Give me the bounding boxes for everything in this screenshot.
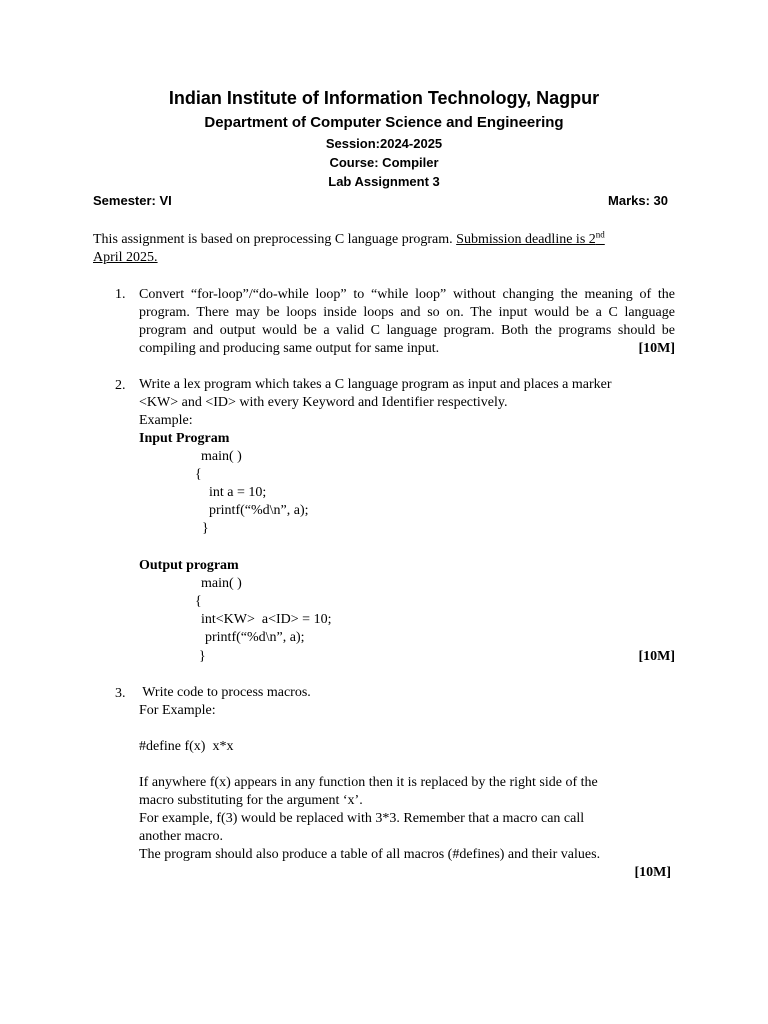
input-code-line: }	[202, 521, 209, 536]
q1-marks: [10M]	[638, 341, 675, 356]
q3-line1: Write code to process macros.	[139, 685, 311, 700]
intro-text: This assignment is based on preprocessing C language program.	[93, 232, 457, 247]
input-code-line: main( )	[201, 449, 242, 464]
total-marks-label: Marks: 30	[608, 193, 668, 208]
deadline-sup: nd	[595, 229, 605, 240]
q3-para3: The program should also produce a table of all macros (#defines) and their values.	[139, 847, 601, 862]
semester-label: Semester: VI	[93, 193, 172, 208]
session-label: Session:2024-2025	[325, 136, 443, 151]
output-code-line: }	[199, 649, 206, 664]
q2-marks: [10M]	[638, 649, 675, 664]
department-title: Department of Computer Science and Engineering	[204, 114, 564, 131]
q2-output-heading: Output program	[139, 558, 239, 573]
course-label: Course: Compiler	[329, 155, 439, 170]
input-code-line: {	[195, 467, 202, 482]
assignment-label: Lab Assignment 3	[328, 174, 440, 189]
output-code-line: int<KW> a<ID> = 10;	[201, 612, 332, 627]
q2-line1: Write a lex program which takes a C language program as input and places a marker	[139, 377, 612, 392]
deadline-prefix: Submission deadline is 2	[456, 232, 596, 247]
input-code-line: int a = 10;	[209, 485, 267, 500]
q3-define-example: #define f(x) x*x	[139, 739, 234, 754]
output-code-line: printf(“%d\n”, a);	[205, 630, 305, 645]
input-code-line: printf(“%d\n”, a);	[209, 503, 309, 518]
output-code-line: main( )	[201, 576, 242, 591]
q3-para2-line1: For example, f(3) would be replaced with 3*3. Remember that a macro can call	[139, 811, 585, 826]
q3-para1-line2: macro substituting for the argument ‘x’.	[139, 793, 363, 808]
q2-input-heading: Input Program	[139, 431, 230, 446]
q2-example-label: Example:	[139, 413, 193, 428]
q1-text: Convert “for-loop”/“do-while loop” to “while loop” without changing the meaning of the program. There may be loops inside loops and so on. The input would be a C language program and output would be a valid C language program. Both the programs should be compiling and producing same output for same input.	[139, 287, 675, 356]
institute-title: Indian Institute of Information Technology, Nagpur	[168, 88, 600, 108]
output-code-line: {	[195, 594, 202, 609]
q2-line2: <KW> and <ID> with every Keyword and Identifier respectively.	[139, 395, 508, 410]
q3-marks: [10M]	[634, 865, 671, 880]
q3-line2: For Example:	[139, 703, 216, 718]
q3-para2-line2: another macro.	[139, 829, 223, 844]
deadline-suffix: April 2025.	[93, 250, 158, 265]
q3-number: 3.	[115, 686, 126, 701]
q1-number: 1.	[115, 287, 126, 302]
q3-para1-line1: If anywhere f(x) appears in any function then it is replaced by the right side of the	[139, 775, 598, 790]
q2-number: 2.	[115, 378, 126, 393]
intro-paragraph	[93, 231, 663, 267]
